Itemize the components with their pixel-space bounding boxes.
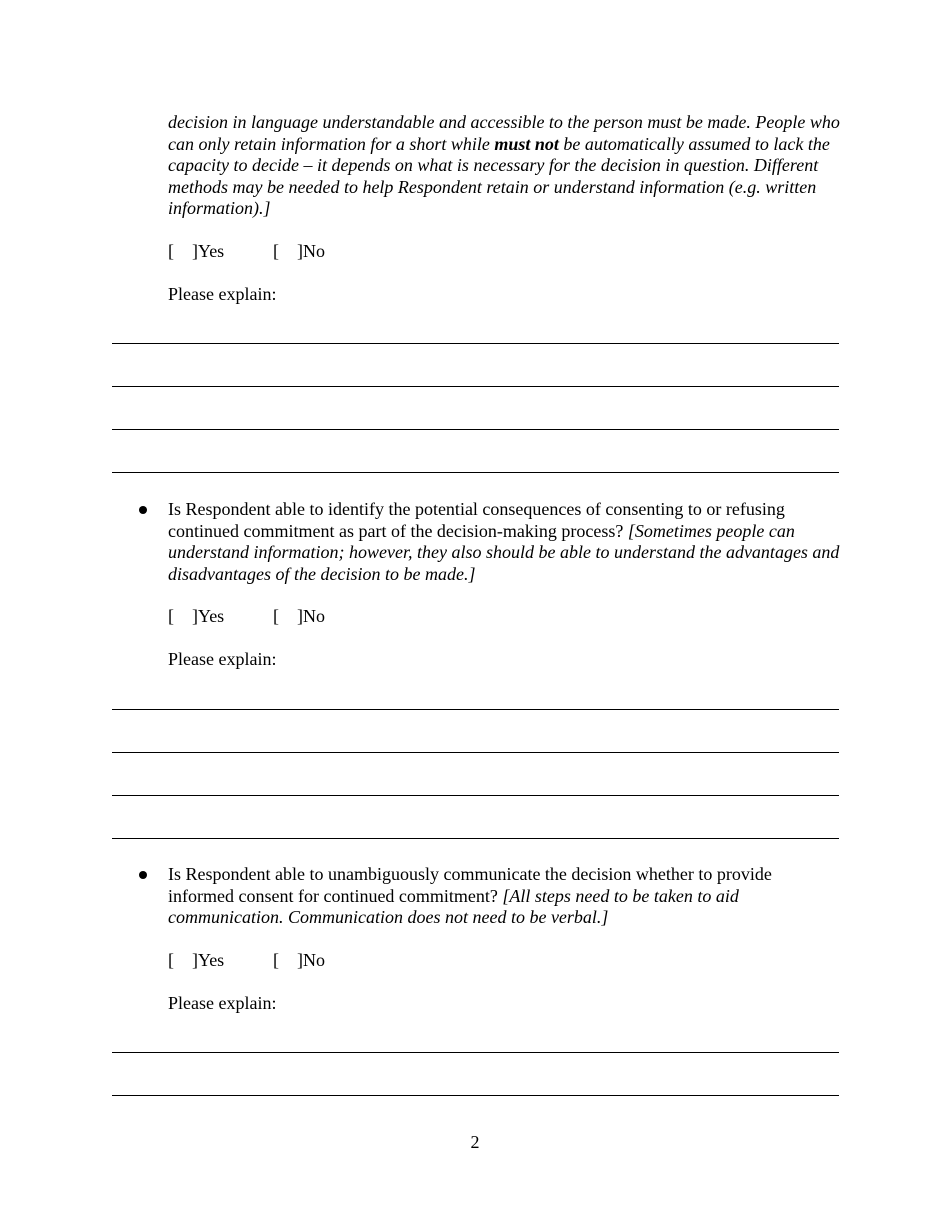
explain-label-1: Please explain:: [168, 284, 277, 304]
answer-line[interactable]: [112, 472, 839, 473]
no-label: No: [303, 606, 325, 626]
answer-line[interactable]: [112, 838, 839, 839]
page-number: 2: [470, 1132, 480, 1152]
bullet-icon: [139, 871, 147, 879]
answer-line[interactable]: [112, 1095, 839, 1096]
answer-line[interactable]: [112, 1052, 839, 1053]
intro-text-1: decision in language understandable and accessible to the person must be made. People who can only retain information for a short while: [168, 112, 840, 154]
question-1-note: [Sometimes people can understand information; however, they also should be able to understand the advantages and disadvantages of the decision to be made.]: [168, 520, 840, 584]
answer-line[interactable]: [112, 709, 839, 710]
yes-no-row-2: [168, 605, 325, 627]
yes-checkbox[interactable]: [ ]: [168, 950, 198, 970]
intro-paragraph: [168, 112, 840, 220]
question-2-note: [All steps need to be taken to aid communication. Communication does not need to be verbal.]: [168, 885, 739, 927]
answer-line[interactable]: [112, 795, 839, 796]
explain-label-2: Please explain:: [168, 649, 277, 669]
no-checkbox[interactable]: [ ]: [273, 606, 303, 626]
no-checkbox[interactable]: [ ]: [273, 950, 303, 970]
yes-label: Yes: [198, 606, 225, 626]
explain-label-3: Please explain:: [168, 993, 277, 1013]
question-2-prompt: Is Respondent able to unambiguously communicate the decision whether to provide informed consent for continued commitment?: [168, 864, 772, 906]
question-2: [168, 864, 840, 929]
yes-checkbox[interactable]: [ ]: [168, 241, 198, 261]
answer-line[interactable]: [112, 386, 839, 387]
yes-label: Yes: [198, 950, 225, 970]
answer-line[interactable]: [112, 429, 839, 430]
yes-checkbox[interactable]: [ ]: [168, 606, 198, 626]
intro-bold-text: must not: [494, 133, 559, 154]
yes-no-row-1: [168, 240, 325, 262]
intro-text-2: be automatically assumed to lack the capacity to decide – it depends on what is necessary for the decision in question. Different methods may be needed to help Respondent retain or understand information (e.g. written information).]: [168, 133, 830, 218]
no-checkbox[interactable]: [ ]: [273, 241, 303, 261]
bullet-icon: [139, 506, 147, 514]
yes-no-row-3: [168, 949, 325, 971]
answer-line[interactable]: [112, 752, 839, 753]
answer-line[interactable]: [112, 343, 839, 344]
no-label: No: [303, 241, 325, 261]
no-label: No: [303, 950, 325, 970]
yes-label: Yes: [198, 241, 225, 261]
question-1: [168, 499, 840, 585]
question-1-prompt: Is Respondent able to identify the potential consequences of consenting to or refusing continued commitment as part of the decision-making process?: [168, 499, 785, 541]
